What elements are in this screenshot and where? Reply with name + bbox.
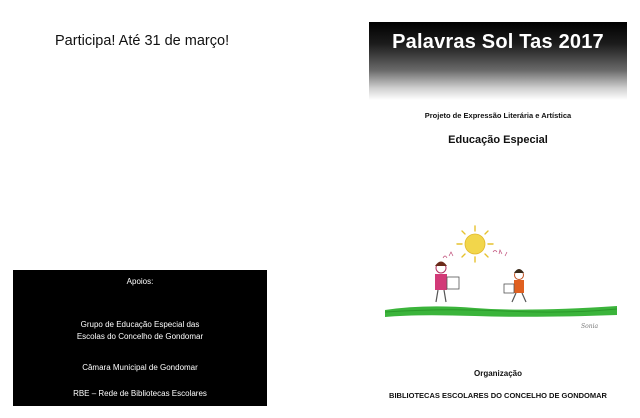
- support-org-municipality: Câmara Municipal de Gondomar: [82, 363, 198, 372]
- drawing-signature: Sonia: [581, 323, 599, 330]
- support-org-education-group: [13, 319, 267, 343]
- child-figure-left: [435, 262, 459, 303]
- organization-name: BIBLIOTECAS ESCOLARES DO CONCELHO DE GONDOMAR: [389, 391, 607, 400]
- call-to-action: Participa! Até 31 de março!: [55, 33, 230, 49]
- support-org-line: Grupo de Educação Especial das: [80, 320, 200, 329]
- cover-header: [369, 22, 627, 100]
- project-line: Projeto de Expressão Literária e Artística: [424, 111, 572, 120]
- support-box: [13, 270, 267, 406]
- support-org-line: Escolas do Concelho de Gondomar: [76, 332, 204, 341]
- support-heading: Apoios:: [126, 277, 154, 286]
- organization-label: Organização: [473, 369, 522, 378]
- children-drawing: [385, 222, 617, 332]
- support-org-rbe: RBE – Rede de Bibliotecas Escolares: [73, 389, 207, 398]
- child-figure-right: [504, 269, 526, 302]
- cover-subtitle: Educação Especial: [448, 134, 548, 146]
- cover-title: Palavras Sol Tas 2017: [392, 31, 604, 53]
- sun-icon: [457, 226, 493, 262]
